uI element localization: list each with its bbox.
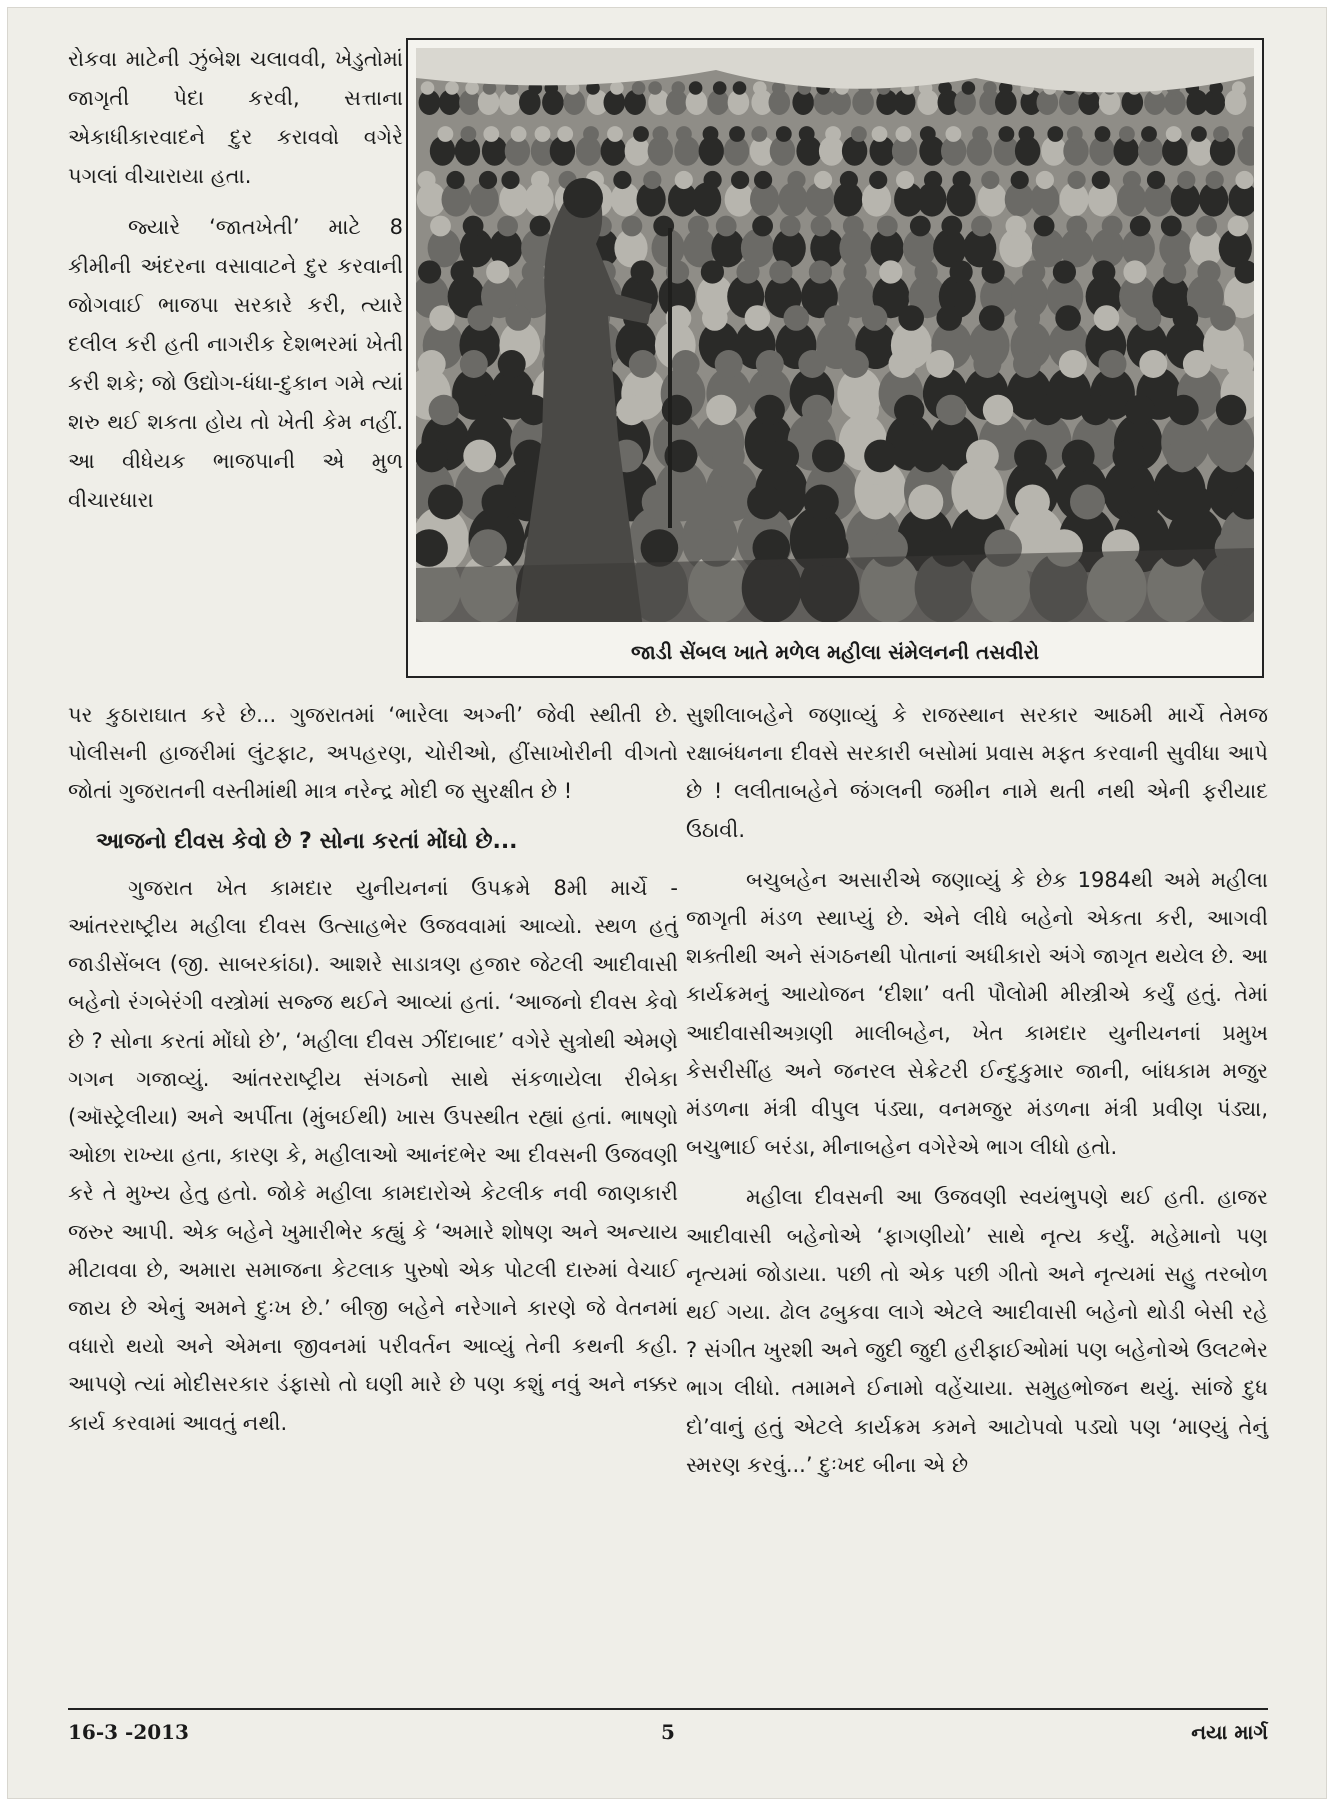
crowd-head xyxy=(716,216,737,237)
crowd-head xyxy=(804,485,839,520)
crowd-head xyxy=(1125,485,1160,520)
crowd-head xyxy=(676,126,692,142)
crowd-head xyxy=(704,171,722,189)
crowd-head xyxy=(1191,126,1207,142)
crowd-head xyxy=(1070,485,1105,520)
crowd-head xyxy=(1197,260,1220,283)
right-paragraph-2: બચુબહેન અસારીએ જણાવ્યું કે છેક 1984થી અમે મહીલા જાગૃતી મંડળ સ્થાપ્યું છે. એને લીધે બહેનો એકતા કરી, આગવી શક્તીથી અને સંગઠનથી પોતાનાં અધીકારો અંગે જાગૃત થયેલ છે. આ કાર્યક્રમનું આયોજન ‘દીશા’ વતી પૌલોમી મીસ્ત્રીએ કર્યું હતું. તેમાં આદીવાસીઅગ્રણી માલીબહેન, ખેત કામદાર યુનીયનનાં પ્રમુખ કેસરીસીંહ અને જનરલ સેક્રેટરી ઈન્દુકુમાર જાની, બાંધકામ મજુર મંડળના મંત્રી વીપુલ પંડ્યા, વનમજુર મંડળના મંત્રી પ્રવીણ પંડ્યા, બચુભાઈ બરંડા, મીનાબહેન વગેરેએ ભાગ લીધો હતો. xyxy=(686,867,1268,1160)
event-photo xyxy=(416,48,1254,622)
crowd-head xyxy=(745,305,771,331)
crowd-head xyxy=(1094,305,1120,331)
right-column xyxy=(686,696,1268,1496)
crowd-head xyxy=(632,81,646,95)
crowd-head xyxy=(776,126,792,142)
crowd-head xyxy=(1015,485,1050,520)
crowd-head xyxy=(475,395,505,425)
intro-paragraph-1: રોકવા માટેની ઝુંબેશ ચલાવવી, ખેડુતોમાં જાગૃતી પેદા કરવી, સત્તાના એકાધીકારવાદને દુર કરાવવો વગેરે પગલાં વીચારાયા હતા. xyxy=(68,47,403,188)
crowd-head xyxy=(607,126,623,142)
crowd-head xyxy=(1228,216,1249,237)
crowd-head xyxy=(784,305,810,331)
crowd-head xyxy=(966,485,1001,520)
crowd-head xyxy=(926,350,954,378)
crowd-head xyxy=(787,171,805,189)
crowd-head xyxy=(983,395,1013,425)
crowd-body xyxy=(842,136,867,166)
crowd-head xyxy=(467,305,493,331)
crowd-head xyxy=(421,81,435,95)
crowd-head xyxy=(809,260,832,283)
crowd-head xyxy=(703,126,719,142)
crowd-head xyxy=(1136,305,1162,331)
crowd-head xyxy=(981,171,999,189)
crowd-head xyxy=(1183,350,1211,378)
crowd-head xyxy=(622,216,643,237)
crowd-head xyxy=(616,395,646,425)
crowd-head xyxy=(858,485,893,520)
crowd-head xyxy=(1081,395,1111,425)
crowd-head xyxy=(641,529,679,567)
crowd-head xyxy=(557,126,573,142)
crowd-head xyxy=(1166,126,1182,142)
crowd-head xyxy=(482,485,517,520)
crowd-head xyxy=(1066,216,1087,237)
crowd-head xyxy=(1232,81,1246,95)
crowd-head xyxy=(1163,260,1186,283)
crowd-head xyxy=(1235,171,1253,189)
left-paragraph-2: ગુજરાત ખેત કામદાર યુનીયનનાં ઉપક્રમે 8મી માર્ચે - આંતરરાષ્ટ્રીય મહીલા દીવસ ઉત્સાહભેર ઉજવવામાં આવ્યો. સ્થળ હતું જાડીસેંબલ (જી. સાબરકાંઠા). આશરે સાડાત્રણ હજાર જેટલી આદીવાસી બહેનો રંગબેરંગી વસ્ત્રોમાં સજ્જ થઈને આવ્યાં હતાં. ‘આજનો દીવસ કેવો છે ? સોના કરતાં મોંઘો છે’, ‘મહીલા દીવસ ઝીંદાબાદ’ વગેરે સુત્રોથી એમણે ગગન ગજાવ્યું. આંતરરાષ્ટ્રીય સંગઠનો સાથે સંકળાયેલા રીબેકા (ઑસ્ટ્રેલીયા) અને અર્પીતા (મુંબઈથી) ખાસ ઉપસ્થીત રહ્યાં હતાં. ભાષણો ઓછા રાખ્યા હતા, કારણ કે, મહીલાઓ આનંદભેર આ દીવસની ઉજવણી કરે તે મુખ્ય હેતુ હતો. જોકે મહીલા કામદારોએ કેટલીક નવી જાણકારી જરુર આપી. એક બહેને ખુમારીભેર કહ્યું કે ‘અમારે શોષણ અને અન્યાય મીટાવવા છે, અમારા સમાજના કેટલાક પુરુષો એક પોટલી દારુમાં વેચાઈ જાય છે એનું અમને દુઃખ છે.’ બીજી બહેને નરેગાને કારણે જે વેતનમાં વધારો થયો અને એમના જીવનમાં પરીવર્તન આવ્યું તેની કથની કહી. આપણે ત્યાં મોદીસરકાર ડંફાસો તો ઘણી મારે છે પણ કશું નવું અને નક્કર કાર્ય કરવામાં આવતું નથી. xyxy=(68,875,678,1435)
crowd-head xyxy=(1196,216,1217,237)
crowd-head xyxy=(1210,305,1236,331)
crowd-head xyxy=(1067,126,1083,142)
crowd-head xyxy=(417,171,435,189)
crowd-head xyxy=(1119,126,1135,142)
crowd-head xyxy=(1141,126,1157,142)
crowd-head xyxy=(1055,305,1081,331)
crowd-head xyxy=(701,260,724,283)
crowd-head xyxy=(1068,171,1086,189)
crowd-head xyxy=(896,126,912,142)
crowd-head xyxy=(729,126,745,142)
crowd-head xyxy=(1013,350,1041,378)
crowd-head xyxy=(953,171,971,189)
crowd-head xyxy=(912,440,945,473)
crowd-head xyxy=(672,350,700,378)
crowd-head xyxy=(1206,171,1224,189)
crowd-head xyxy=(451,260,474,283)
crowd-head xyxy=(1095,126,1111,142)
crowd-head xyxy=(1062,440,1095,473)
crowd-head xyxy=(941,216,962,237)
crowd-head xyxy=(825,126,841,142)
crowd-head xyxy=(662,395,692,425)
crowd-head xyxy=(531,171,549,189)
crowd-head xyxy=(715,350,743,378)
crowd-head xyxy=(696,485,731,520)
issue-date: 16-3 -2013 xyxy=(68,1720,189,1744)
crowd-head xyxy=(1130,216,1151,237)
crowd-head xyxy=(633,126,649,142)
page-number: 5 xyxy=(661,1720,675,1744)
crowd-head xyxy=(486,260,509,283)
crowd-head xyxy=(1123,171,1141,189)
crowd-head xyxy=(936,305,962,331)
crowd-head xyxy=(1226,350,1254,378)
crowd-head xyxy=(653,126,669,142)
crowd-head xyxy=(535,126,551,142)
crowd-head xyxy=(498,350,526,378)
crowd-head xyxy=(497,216,518,237)
crowd-head xyxy=(522,260,545,283)
crowd-head xyxy=(648,81,662,95)
crowd-head xyxy=(1092,260,1115,283)
crowd-head xyxy=(1102,216,1123,237)
crowd-head xyxy=(702,305,728,331)
crowd-head xyxy=(629,350,657,378)
crowd-head xyxy=(1216,395,1246,425)
crowd-head xyxy=(920,126,936,142)
crowd-head xyxy=(1006,216,1027,237)
crowd-head xyxy=(438,126,454,142)
crowd-head xyxy=(753,81,767,95)
crowd-head xyxy=(908,485,943,520)
crowd-head xyxy=(731,171,749,189)
crowd-head xyxy=(811,216,832,237)
crowd-head xyxy=(812,440,845,473)
crowd-head xyxy=(1173,305,1199,331)
crowd-head xyxy=(849,395,879,425)
crowd-head xyxy=(418,350,446,378)
crowd-head xyxy=(460,350,488,378)
crowd-head xyxy=(706,395,736,425)
crowd-head xyxy=(1139,350,1167,378)
crowd-head xyxy=(713,81,727,95)
crowd-head xyxy=(483,126,499,142)
crowd-head xyxy=(430,216,451,237)
crowd-head xyxy=(689,81,703,95)
crowd-head xyxy=(924,171,942,189)
crowd-head xyxy=(1123,260,1146,283)
crowd-head xyxy=(463,216,484,237)
crowd-head xyxy=(1022,260,1045,283)
crowd-head xyxy=(877,216,898,237)
crowd-head xyxy=(962,81,976,95)
crowd-head xyxy=(631,260,654,283)
crowd-head xyxy=(851,126,867,142)
intro-paragraph-2: જ્યારે ‘જાતખેતી’ માટે 8 કીમીની અંદરના વસાવાટને દુર કરવાની જોગવાઈ ભાજપા સરકારે કરી, ત્યારે દલીલ કરી હતી નાગરીક દેશભરમાં ખેતી કરી શકે; જો ઉદ્યોગ-ધંધા-દુકાન ગમે ત્યાં શરુ થઈ શકતા હોય તો ખેતી કેમ નહીં. આ વીધેયક ભાજપાની એ મુળ વીચારધારા xyxy=(68,215,403,512)
crowd-head xyxy=(712,440,745,473)
right-paragraph-3: મહીલા દીવસની આ ઉજવણી સ્વયંભુપણે થઈ હતી. હાજર આદીવાસી બહેનોએ ‘ફાગણીયો’ સાથે નૃત્ય કર્યું. મહેમાનો પણ નૃત્યમાં જોડાયા. પછી તો એક પછી ગીતો અને નૃત્યમાં સહુ તરબોળ થઈ ગયા. ઢોલ ઢબુકવા લાગે એટલે આદીવાસી બહેનો થોડી બેસી રહે ? સંગીત ખુરશી અને જુદી જુદી હરીફાઈઓમાં પણ બહેનોએ ઉલટભેર ભાગ લીધો. તમામને ઈનામો વહેંચાયા. સમુહભોજન થયું. સાંજે દુધ દો’વાનું હતું એટલે કાર્યક્રમ કમને આટોપવો પડ્યો પણ ‘માણ્યું તેનું સ્મરણ કરવું...’ દુઃખદ બીના એ છે xyxy=(686,1185,1268,1477)
crowd-head xyxy=(756,350,784,378)
crowd-head xyxy=(896,171,914,189)
crowd-head xyxy=(610,81,624,95)
crowd-head xyxy=(840,171,858,189)
crowd-head xyxy=(1099,350,1127,378)
crowd-head xyxy=(1177,171,1195,189)
crowd-head xyxy=(672,81,686,95)
crowd-head xyxy=(463,440,496,473)
crowd-head xyxy=(754,171,772,189)
crowd-head xyxy=(915,260,938,283)
crowd-head xyxy=(501,171,519,189)
crowd-head xyxy=(898,305,924,331)
footer-rule xyxy=(68,1708,1268,1710)
crowd-head xyxy=(841,350,869,378)
crowd-head xyxy=(479,171,497,189)
crowd-head xyxy=(1092,171,1110,189)
crowd-head xyxy=(894,395,924,425)
crowd-head xyxy=(971,216,992,237)
crowd-head xyxy=(675,171,693,189)
crowd-head xyxy=(1011,171,1029,189)
crowd-head xyxy=(879,260,902,283)
crowd-head xyxy=(983,81,997,95)
crowd-head xyxy=(416,440,448,473)
crowd-head xyxy=(643,171,661,189)
crowd-head xyxy=(966,440,999,473)
crowd-head xyxy=(946,126,962,142)
crowd-head xyxy=(1019,126,1035,142)
crowd-head xyxy=(843,216,864,237)
crowd-head xyxy=(1036,171,1054,189)
newspaper-page xyxy=(8,8,1326,1798)
crowd-head xyxy=(583,126,599,142)
crowd-head xyxy=(1033,395,1063,425)
crowd-head xyxy=(769,260,792,283)
crowd-head xyxy=(1014,440,1047,473)
crowd-head xyxy=(1147,171,1165,189)
crowd-head xyxy=(688,216,709,237)
crowd-head xyxy=(530,216,551,237)
crowd-head xyxy=(505,305,531,331)
crowd-head xyxy=(511,126,527,142)
intro-column xyxy=(68,40,403,532)
crowd-head xyxy=(469,529,507,567)
crowd-head xyxy=(733,81,747,95)
crowd-head xyxy=(445,81,459,95)
section-heading: આજનો દીવસ કેવો છે ? સોના કરતાં મોંઘો છે... xyxy=(96,828,518,854)
crowd-head xyxy=(843,260,866,283)
photo-frame xyxy=(406,38,1264,678)
crowd-head xyxy=(814,171,832,189)
crowd-head xyxy=(446,171,464,189)
crowd-head xyxy=(1168,395,1198,425)
crowd-head xyxy=(999,126,1015,142)
crowd-head xyxy=(872,126,888,142)
crowd-head xyxy=(979,305,1005,331)
crowd-head xyxy=(429,395,459,425)
right-paragraph-1: સુશીલાબહેને જણાવ્યું કે રાજસ્થાન સરકાર આઠમી માર્ચે તેમજ રક્ષાબંધનના દીવસે સરકારી બસોમાં પ્રવાસ મફત કરવાની સુવીધા આપે છે ! લલીતાબહેને જંગલની જમીન નામે થતી નથી એની ફરીયાદ ઉઠાવી. xyxy=(686,703,1268,842)
crowd-head xyxy=(613,171,631,189)
speaker-head xyxy=(563,178,603,218)
crowd-head xyxy=(973,350,1001,378)
magazine-name: નયા માર્ગ xyxy=(1191,1720,1268,1744)
crowd-head xyxy=(755,395,785,425)
crowd-head xyxy=(802,395,832,425)
crowd-head xyxy=(428,485,463,520)
crowd-head xyxy=(950,260,973,283)
crowd-head xyxy=(1113,440,1146,473)
crowd-head xyxy=(910,216,931,237)
left-column xyxy=(68,696,678,1454)
crowd-head xyxy=(461,126,477,142)
crowd-head xyxy=(1059,350,1087,378)
crowd-head xyxy=(982,260,1005,283)
crowd-head xyxy=(1034,216,1055,237)
crowd-head xyxy=(889,350,917,378)
left-paragraph-1: પર કુઠારાઘાત કરે છે... ગુજરાતમાં ‘ભારેલા અગ્ની’ જેવી સ્થીતી છે. પોલીસની હાજરીમાં લુંટફાટ, અપહરણ, ચોરીઓ, હીંસાખોરીની વીગતો જોતાં ગુજરાતની વસ્તીમાંથી માત્ર નરેન્દ્ર મોદી જ સુરક્ષીત છે ! xyxy=(68,703,678,804)
crowd-head xyxy=(1053,260,1076,283)
crowd-head xyxy=(1125,395,1155,425)
crowd-head xyxy=(766,440,799,473)
photo-caption: જાડી સેંબલ ખાતે મળેલ મહીલા સંમેલનની તસવીરો xyxy=(630,640,1040,664)
crowd-head xyxy=(418,260,441,283)
crowd-head xyxy=(736,260,759,283)
crowd-head xyxy=(1213,126,1229,142)
crowd-head xyxy=(1166,440,1199,473)
crowd-head xyxy=(798,350,826,378)
crowd-head xyxy=(824,305,850,331)
crowd-head xyxy=(972,126,988,142)
microphone-stand xyxy=(668,228,672,528)
crowd-head xyxy=(869,171,887,189)
crowd-head xyxy=(1215,440,1248,473)
crowd-head xyxy=(747,485,782,520)
crowd-head xyxy=(799,126,815,142)
crowd-head xyxy=(1047,126,1063,142)
crowd-head xyxy=(429,305,455,331)
crowd-head xyxy=(1161,216,1182,237)
crowd-head xyxy=(1177,485,1212,520)
crowd-head xyxy=(862,305,888,331)
crowd-head xyxy=(751,126,767,142)
crowd-head xyxy=(752,216,773,237)
crowd-head xyxy=(936,395,966,425)
crowd-head xyxy=(864,440,897,473)
crowd-head xyxy=(1015,305,1041,331)
crowd-head xyxy=(780,216,801,237)
